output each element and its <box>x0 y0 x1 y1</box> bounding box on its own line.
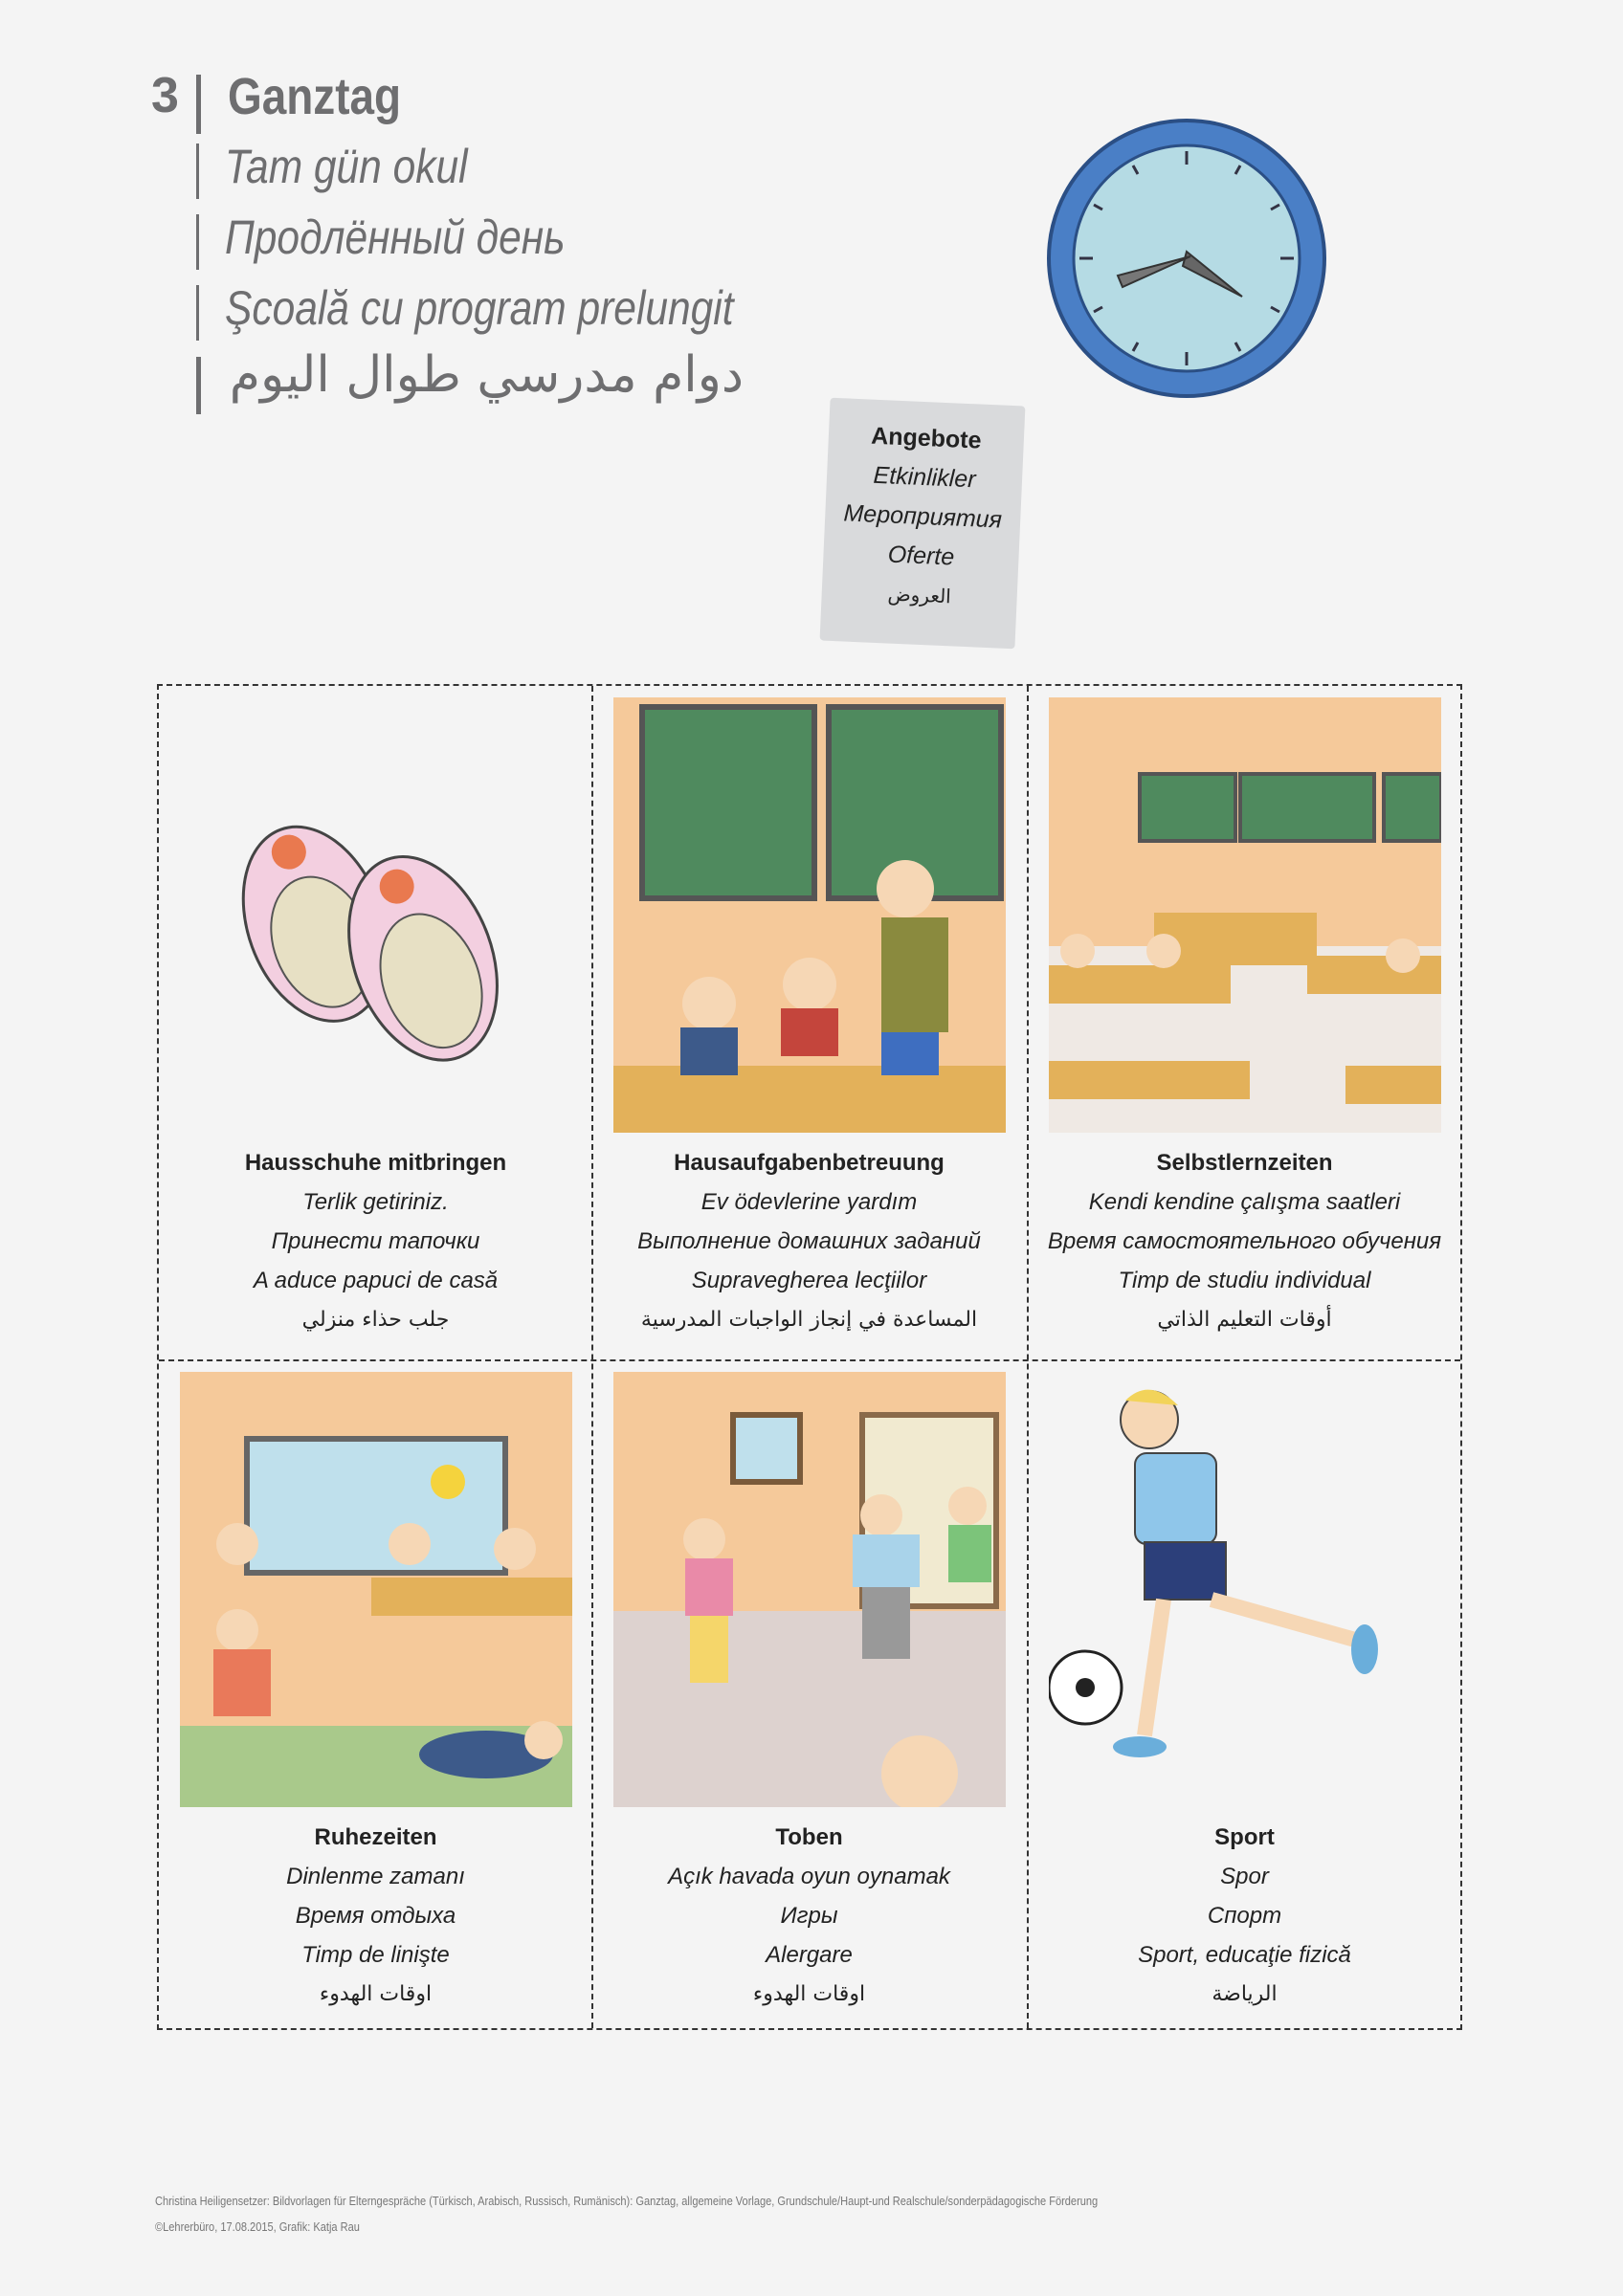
card-arabic: الرياضة <box>1212 1982 1278 2006</box>
card-arabic: أوقات التعليم الذاتي <box>1157 1308 1332 1332</box>
card-romping <box>592 1360 1026 2032</box>
card-grid <box>157 684 1462 2030</box>
section-number: 3 <box>151 68 179 123</box>
card-turkish: Terlik getiriniz. <box>302 1189 449 1215</box>
card-turkish: Ev ödevlerine yardım <box>700 1189 918 1215</box>
card-romanian: A aduce papuci de casă <box>253 1268 499 1293</box>
card-romanian: Sport, educaţie fizică <box>1138 1942 1351 1968</box>
card-title: Hausaufgabenbetreuung <box>674 1150 945 1176</box>
offers-romanian: Oferte <box>887 541 955 571</box>
divider-bar <box>196 357 201 414</box>
card-turkish: Dinlenme zamanı <box>286 1864 465 1889</box>
card-arabic: جلب حذاء منزلي <box>301 1308 450 1332</box>
card-russian: Игры <box>780 1903 838 1929</box>
card-russian: Спорт <box>1207 1903 1282 1929</box>
title-romanian: Şcoală cu program prelungit <box>225 281 734 335</box>
card-sport <box>1028 1360 1461 2032</box>
romping-illustration <box>613 1372 1006 1807</box>
sport-illustration <box>1049 1372 1441 1807</box>
divider-bar <box>196 285 199 341</box>
card-russian: Время отдыха <box>295 1903 456 1929</box>
card-romanian: Timp de studiu individual <box>1118 1268 1371 1293</box>
card-homework <box>592 686 1026 1358</box>
self-study-illustration <box>1049 697 1441 1133</box>
title-russian: Продлённый день <box>225 210 566 264</box>
card-russian: Выполнение домашних заданий <box>637 1228 981 1254</box>
card-turkish: Spor <box>1220 1864 1269 1889</box>
card-slippers <box>159 686 592 1358</box>
rest-times-illustration <box>180 1372 572 1807</box>
footer-credit: Christina Heiligensetzer: Bildvorlagen für Elterngespräche (Türkisch, Arabisch, Russisch, Rumänisch): Ganztag, allgemeine Vorlage, Grundschule/Haupt-und Realschule/sonderpädagogische Förderung <box>155 2194 1099 2208</box>
card-title: Ruhezeiten <box>314 1824 437 1850</box>
page-title: Ganztag <box>228 68 402 125</box>
card-self-study <box>1028 686 1461 1358</box>
card-russian: Время самостоятельного обучения <box>1047 1228 1442 1254</box>
divider-bar <box>196 144 199 199</box>
title-turkish: Tam gün okul <box>225 140 468 193</box>
offers-russian: Мероприятия <box>842 499 1003 534</box>
card-arabic: اوقات الهدوء <box>752 1982 866 2006</box>
card-title: Sport <box>1214 1824 1275 1850</box>
divider-bar <box>196 214 199 270</box>
card-title: Selbstlernzeiten <box>1156 1150 1333 1176</box>
title-arabic: دوام مدرسي طوال اليوم <box>229 346 744 404</box>
card-romanian: Supravegherea lecţiilor <box>691 1268 927 1293</box>
card-arabic: اوقات الهدوء <box>319 1982 433 2006</box>
offers-title: Angebote <box>870 422 983 454</box>
card-romanian: Alergare <box>766 1942 853 1968</box>
card-title: Toben <box>775 1824 843 1850</box>
card-romanian: Timp de linişte <box>301 1942 450 1968</box>
offers-card <box>820 398 1026 650</box>
divider-bar <box>196 75 201 134</box>
offers-arabic: العروض <box>887 582 952 608</box>
card-rest-times <box>159 1360 592 2032</box>
clock-illustration <box>1041 113 1332 404</box>
footer-copyright: ©Lehrerbüro, 17.08.2015, Grafik: Katja Rau <box>155 2219 360 2234</box>
homework-illustration <box>613 697 1006 1133</box>
card-title: Hausschuhe mitbringen <box>244 1150 507 1176</box>
card-russian: Принести тапочки <box>271 1228 480 1254</box>
offers-turkish: Etkinlikler <box>873 461 977 494</box>
card-turkish: Kendi kendine çalışma saatleri <box>1088 1189 1401 1215</box>
slippers-illustration <box>180 697 572 1133</box>
card-turkish: Açık havada oyun oynamak <box>668 1864 950 1889</box>
card-arabic: المساعدة في إنجاز الواجبات المدرسية <box>640 1308 978 1332</box>
